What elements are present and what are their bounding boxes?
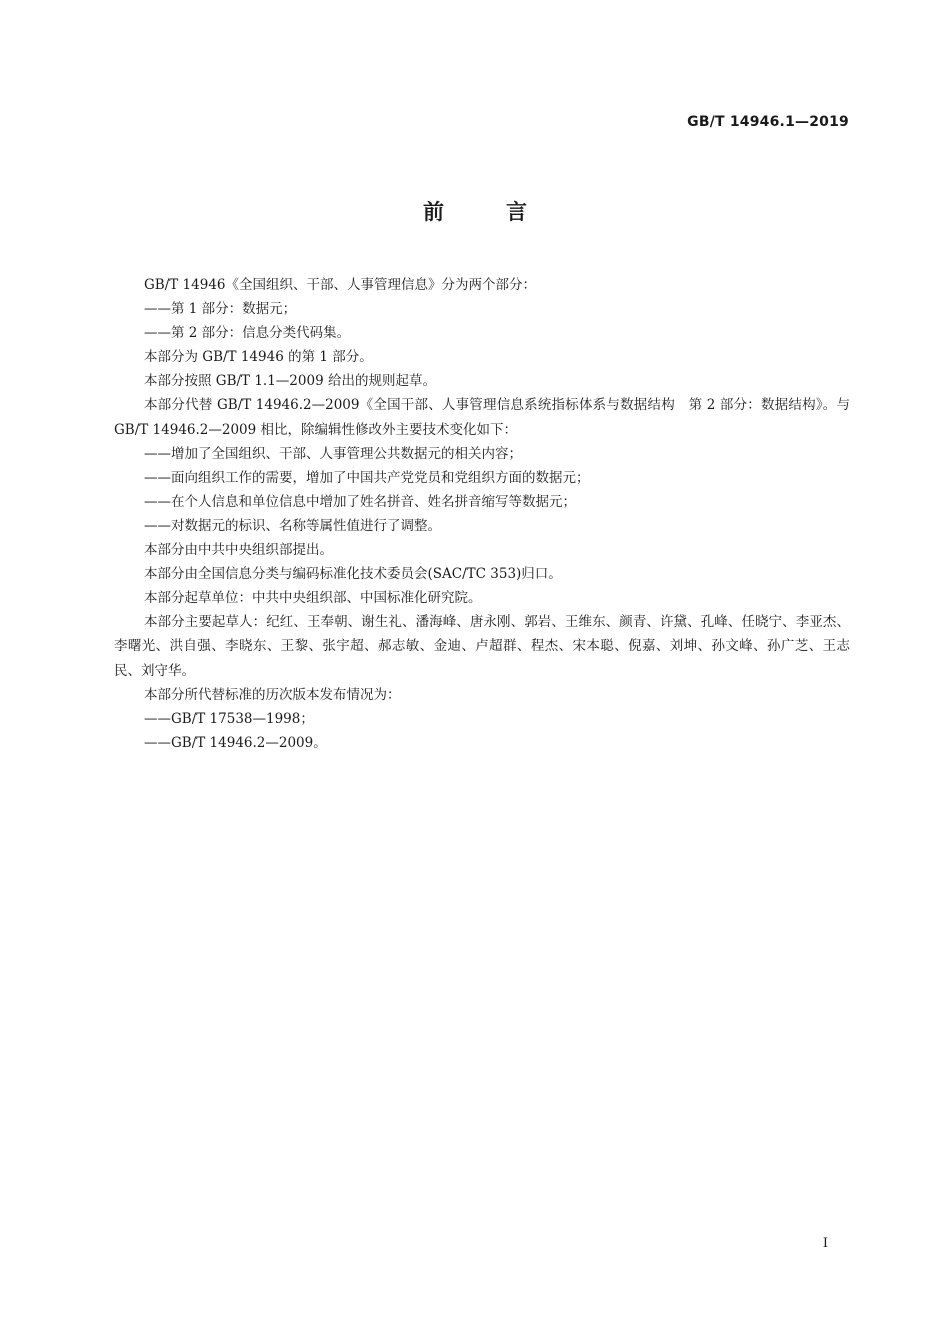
paragraph: 本部分为 GB/T 14946 的第 1 部分。 [144, 349, 373, 366]
paragraph: 本部分所代替标准的历次版本发布情况为： [144, 686, 401, 703]
list-item: ——GB/T 17538—1998； [144, 710, 314, 727]
paragraph: 本部分主要起草人：纪红、王奉朝、谢生礼、潘海峰、唐永刚、郭岩、王维东、颜青、许黛、孔峰、任晓宁、李亚杰、李曙光、洪自强、李晓东、王黎、张宇超、郝志敏、金迪、卢超群、程杰、宋本聪、倪嘉、刘坤、孙文峰、孙广芝、王志民、刘守华。 [114, 614, 850, 679]
list-item: ——GB/T 14946.2—2009。 [144, 734, 327, 751]
paragraph: 本部分由中共中央组织部提出。 [144, 542, 333, 559]
paragraph: 本部分按照 GB/T 1.1—2009 给出的规则起草。 [144, 373, 436, 390]
page-title: 前言 [423, 200, 589, 224]
document-body [114, 273, 850, 755]
list-item: ——在个人信息和单位信息中增加了姓名拼音、姓名拼音缩写等数据元； [144, 493, 576, 510]
list-item: ——对数据元的标识、名称等属性值进行了调整。 [144, 517, 441, 534]
list-item: ——增加了全国组织、干部、人事管理公共数据元的相关内容； [144, 445, 522, 462]
list-item: ——第 2 部分：信息分类代码集。 [144, 325, 351, 342]
page-number: I [822, 1236, 828, 1251]
standard-number: GB/T 14946.1—2019 [687, 114, 849, 130]
paragraph: 本部分起草单位：中共中央组织部、中国标准化研究院。 [144, 590, 482, 607]
list-item: ——第 1 部分：数据元； [144, 301, 297, 318]
list-item: ——面向组织工作的需要，增加了中国共产党党员和党组织方面的数据元； [144, 469, 590, 486]
paragraph: 本部分代替 GB/T 14946.2—2009《全国干部、人事管理信息系统指标体系与数据结构 第 2 部分：数据结构》。与 GB/T 14946.2—2009 相比，除编辑性修改外主要技术变化如下： [114, 397, 850, 438]
paragraph: 本部分由全国信息分类与编码标准化技术委员会(SAC/TC 353)归口。 [144, 566, 562, 583]
paragraph: GB/T 14946《全国组织、干部、人事管理信息》分为两个部分： [144, 277, 536, 293]
